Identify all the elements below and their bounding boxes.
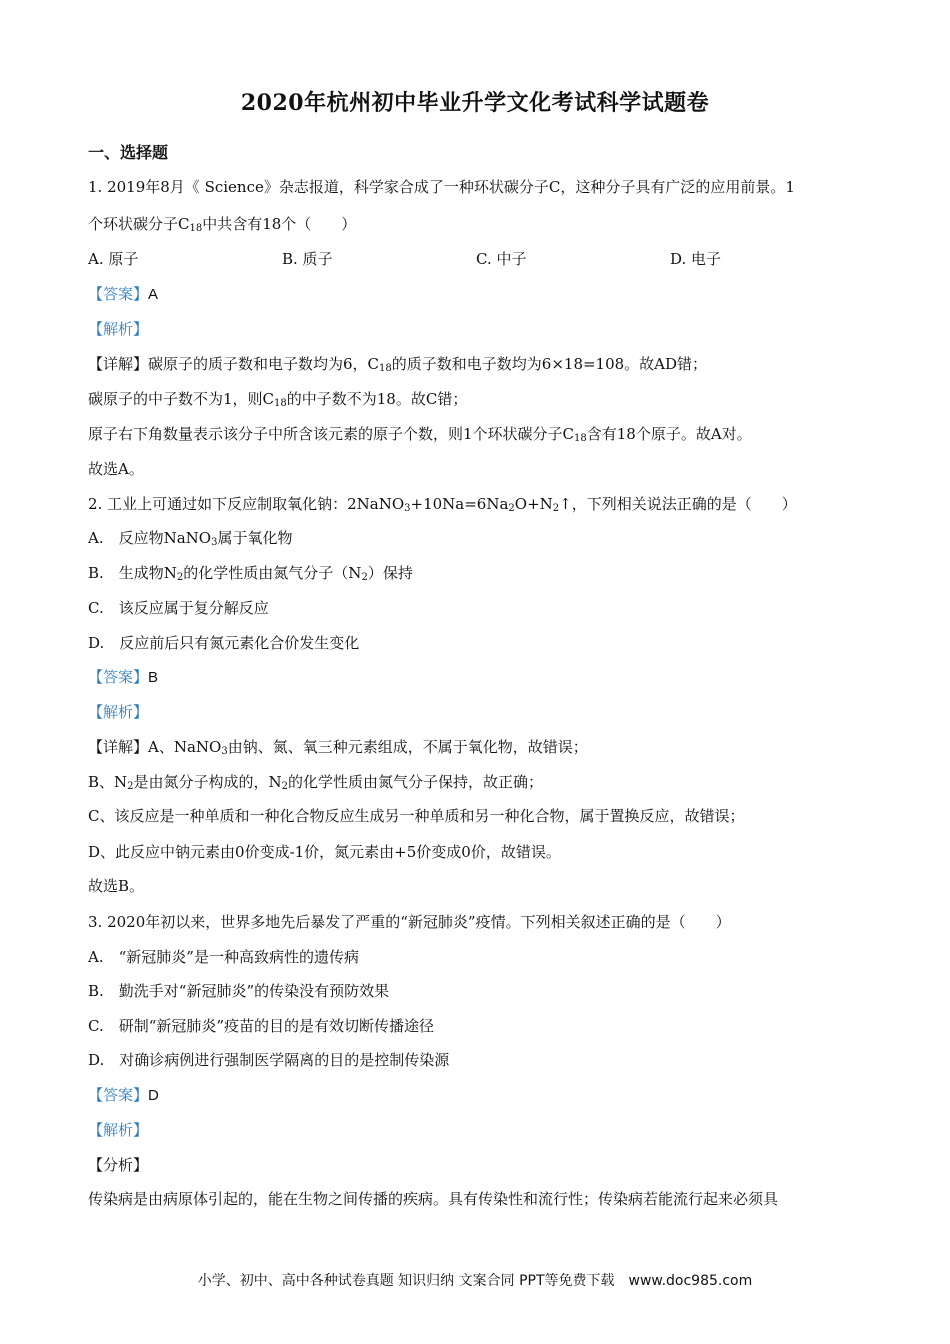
q1-stem-line2: 个环状碳分子$C_{18}$中共含有18个（ ） bbox=[88, 215, 357, 234]
page-footer: 小学、初中、高中各种试卷真题 知识归纳 文案合同 PPT等免费下载 www.doc985.com bbox=[197, 1273, 753, 1289]
q3-analysis-tag: 【解析】 bbox=[88, 1121, 149, 1139]
q3-option-c: C. 研制“新冠肺炎”疫苗的目的是有效切断传播途径 bbox=[88, 1017, 435, 1035]
q3-option-a: A. “新冠肺炎”是一种高致病性的遗传病 bbox=[88, 948, 359, 966]
q1-analysis-tag: 【解析】 bbox=[88, 320, 149, 338]
page-title: 2020年杭州初中毕业升学文化考试科学试题卷 bbox=[240, 90, 710, 116]
q1-option-d: D. 电子 bbox=[670, 250, 722, 268]
q3-fenxi-tag: 【分析】 bbox=[88, 1156, 149, 1174]
q1-option-a: A. 原子 bbox=[88, 250, 139, 268]
detail-tag: 【详解】 bbox=[88, 355, 149, 373]
detail-tag: 【详解】 bbox=[88, 738, 149, 756]
q2-conclusion: 故选B。 bbox=[88, 877, 145, 895]
q2-detail-line1: 【详解】A、NaNO$_3$由钠、氮、氧三种元素组成，不属于氧化物，故错误； bbox=[88, 738, 588, 757]
answer-tag: 【答案】 bbox=[88, 285, 149, 303]
q3-option-b: B. 勤洗手对“新冠肺炎”的传染没有预防效果 bbox=[88, 982, 390, 1000]
q3-answer: 【答案】D bbox=[88, 1086, 159, 1104]
q2-option-a: A. 反应物NaNO$_3$属于氧化物 bbox=[88, 529, 293, 548]
section-heading: 一、选择题 bbox=[88, 143, 169, 162]
q3-stem: 3. 2020年初以来，世界多地先后暴发了严重的“新冠肺炎”疫情。下列相关叙述正确的是（ ） bbox=[88, 913, 731, 931]
q3-analysis-line1: 传染病是由病原体引起的，能在生物之间传播的疾病。具有传染性和流行性；传染病若能流行起来必须具 bbox=[88, 1190, 779, 1208]
q1-detail-line3: 原子右下角数量表示该分子中所含该元素的原子个数，则1个环状碳分子$C_{18}$含有18个原子。故A对。 bbox=[88, 425, 752, 444]
answer-tag: 【答案】 bbox=[88, 668, 149, 686]
q2-detail-line3: C、该反应是一种单质和一种化合物反应生成另一种单质和另一种化合物，属于置换反应，故错误； bbox=[88, 807, 745, 825]
q2-analysis-tag: 【解析】 bbox=[88, 703, 149, 721]
q2-option-b: B. 生成物$N_2$的化学性质由氮气分子$(N_2)$保持 bbox=[88, 564, 413, 583]
q2-answer: 【答案】B bbox=[88, 668, 159, 686]
answer-tag: 【答案】 bbox=[88, 1086, 149, 1104]
q1-option-c: C. 中子 bbox=[476, 250, 527, 268]
q1-conclusion: 故选A。 bbox=[88, 460, 144, 478]
q1-answer: 【答案】A bbox=[88, 285, 159, 303]
q1-detail-line2: 碳原子的中子数不为1，则$C_{18}$的中子数不为18。故C错； bbox=[88, 390, 468, 409]
q1-stem-line1: 1. 2019年8月《 Science》杂志报道，科学家合成了一种环状碳分子C，这种分子具有广泛的应用前景。1 bbox=[88, 178, 795, 196]
q3-option-d: D. 对确诊病例进行强制医学隔离的目的是控制传染源 bbox=[88, 1051, 450, 1069]
q2-stem: 2. 工业上可通过如下反应制取氧化钠：$2NaNO_3+10Na=6Na_2O+N_2↑$，下列相关说法正确的是（ ） bbox=[88, 495, 797, 514]
q1-option-b: B. 质子 bbox=[282, 250, 333, 268]
q1-detail-line1: 【详解】碳原子的质子数和电子数均为6，$C_{18}$的质子数和电子数均为6×18=108。故AD错； bbox=[88, 355, 708, 374]
q2-detail-line2: B、$N_2$是由氮分子构成的，$N_2$的化学性质由氮气分子保持，故正确； bbox=[88, 773, 544, 792]
q2-option-d: D. 反应前后只有氮元素化合价发生变化 bbox=[88, 634, 360, 652]
q2-detail-line4: D、此反应中钠元素由0价变成-1价，氮元素由+5价变成0价，故错误。 bbox=[88, 843, 561, 861]
q2-option-c: C. 该反应属于复分解反应 bbox=[88, 599, 269, 617]
